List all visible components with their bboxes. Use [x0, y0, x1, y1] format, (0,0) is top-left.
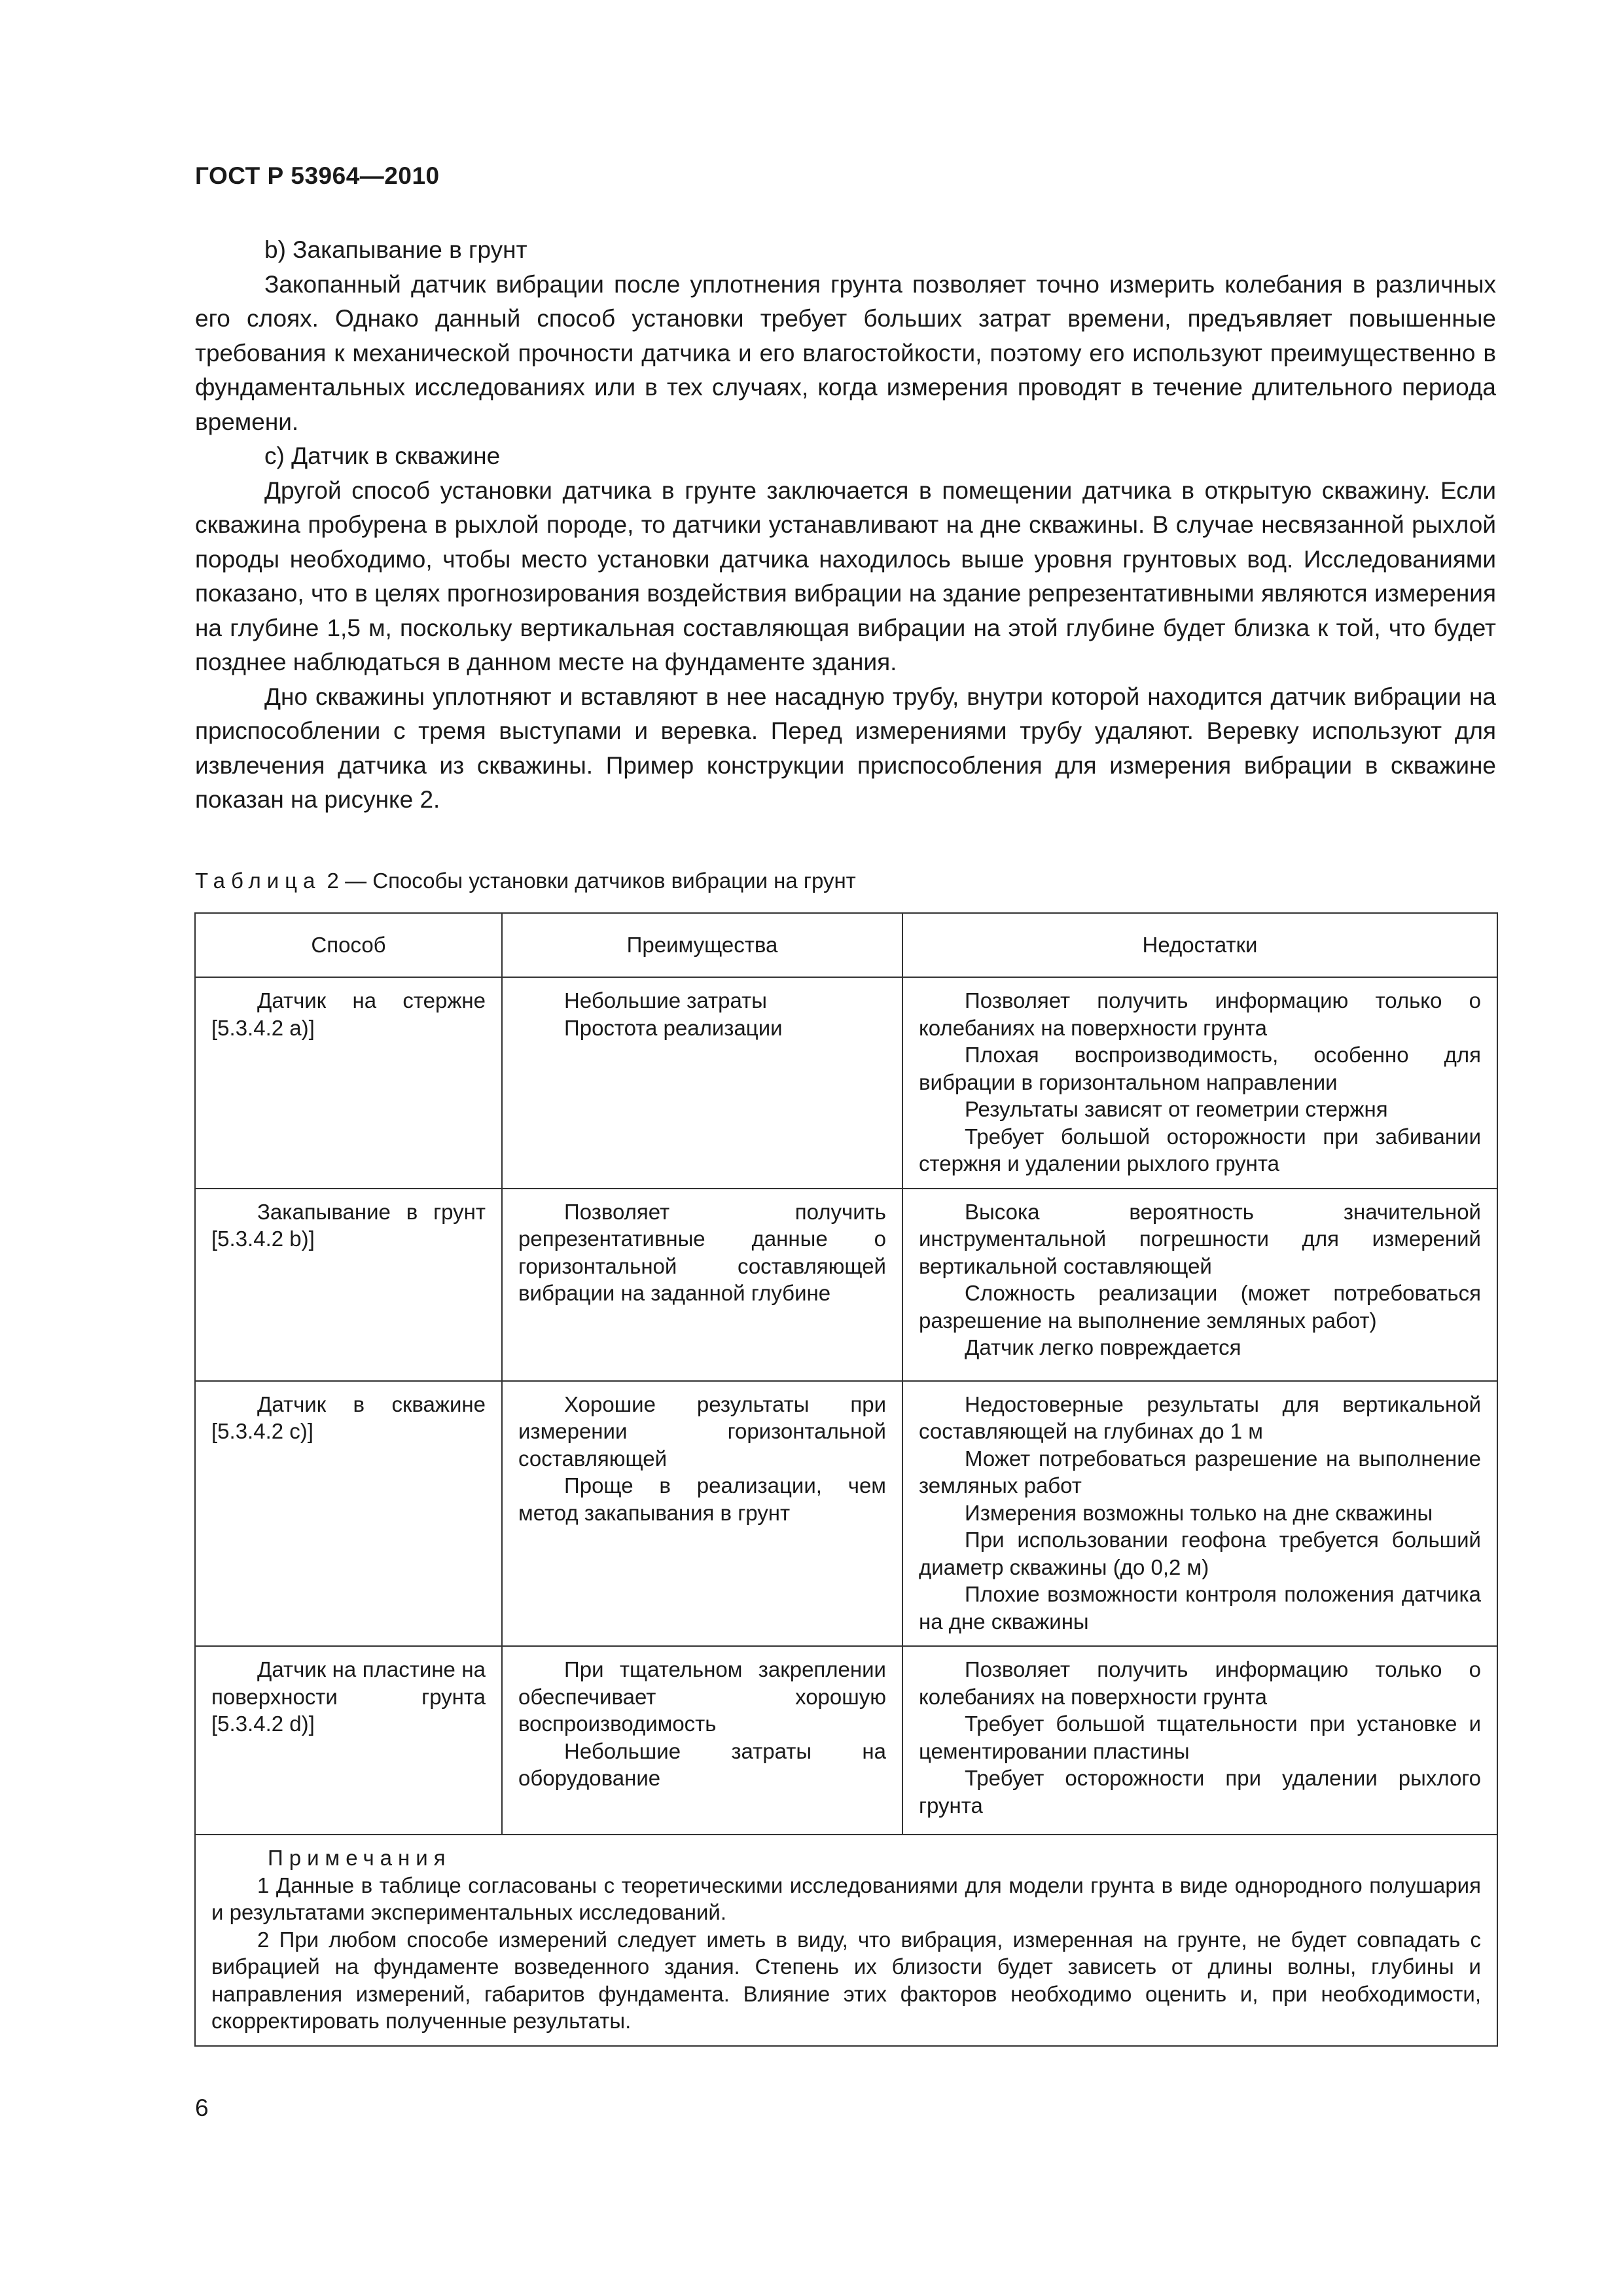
- table-row: [195, 1381, 1497, 1647]
- body-text: [195, 233, 1496, 817]
- method-text: Датчик на стержне [5.3.4.2 а)]: [211, 988, 486, 1040]
- disadvantage-item: Требует осторожности при удалении рыхлого грунта: [919, 1766, 1481, 1818]
- column-header-method: Способ: [195, 913, 502, 977]
- notes-title: Примечания: [268, 1846, 452, 1870]
- advantage-item: Позволяет получить репрезентативные данные о горизонтальной составляющей вибрации на заданной глубине: [518, 1199, 886, 1305]
- paragraph: Дно скважины уплотняют и вставляют в нее насадную трубу, внутри которой находится датчик вибрации на приспособлении с тремя выступами и веревка. Перед измерениями трубу удаляют. Веревку используют для извлечения датчика из скважины. Пример конструкции приспособления для измерения вибрации в скважине показан на рисунке 2.: [195, 683, 1496, 813]
- note-item: 2 При любом способе измерений следует иметь в виду, что вибрация, измеренная на грунте, не будет совпадать с вибрацией на фундаменте возведенного здания. Степень их близости будет зависеть от длины волны, глубины и направления измерений, габаритов фундамента. Влияние этих факторов необходимо оценить и, при необходимости, скорректировать полученные результаты.: [211, 1927, 1481, 2033]
- disadvantage-item: Недостоверные результаты для вертикальной составляющей на глубинах до 1 м: [919, 1391, 1481, 1443]
- disadvantages-cell: [902, 1646, 1497, 1835]
- table-caption: [195, 869, 856, 893]
- disadvantage-item: Результаты зависят от геометрии стержня: [965, 1097, 1388, 1121]
- method-text: Датчик на пластине на поверхности грунта [5.3.4.2 d)]: [211, 1657, 486, 1736]
- disadvantage-item: Сложность реализации (может потребоваться разрешение на выполнение земляных работ): [919, 1281, 1481, 1333]
- disadvantage-item: Высока вероятность значительной инструментальной погрешности для измерений вертикальной составляющей: [919, 1199, 1481, 1278]
- column-header-disadvantages: Недостатки: [902, 913, 1497, 977]
- disadvantages-cell: [902, 1189, 1497, 1381]
- disadvantage-item: Плохая воспроизводимость, особенно для вибрации в горизонтальном направлении: [919, 1043, 1481, 1094]
- table-notes: [195, 1835, 1497, 2046]
- advantages-cell: [502, 1381, 902, 1647]
- disadvantages-cell: [902, 977, 1497, 1189]
- table-notes-row: [195, 1835, 1497, 2046]
- advantages-cell: [502, 1189, 902, 1381]
- method-cell: [195, 1646, 502, 1835]
- subsection-heading-c: с) Датчик в скважине: [264, 442, 501, 469]
- advantage-item: Небольшие затраты: [564, 988, 767, 1013]
- advantage-item: Небольшие затраты на оборудование: [518, 1738, 886, 1790]
- disadvantage-item: Датчик легко повреждается: [965, 1335, 1241, 1359]
- installation-methods-table: [194, 912, 1498, 2047]
- paragraph: Другой способ установки датчика в грунте заключается в помещении датчика в открытую скважину. Если скважина пробурена в рыхлой породе, то датчики устанавливают на дне скважины. В случае несвязанной рыхлой породы необходимо, чтобы место установки датчика находилось выше уровня грунтовых вод. Исследованиями показано, что в целях прогнозирования воздействия вибрации на здание репрезентативными являются измерения на глубине 1,5 м, поскольку вертикальная составляющая вибрации на этой глубине будет близка к той, что будет позднее наблюдаться в данном месте на фундаменте здания.: [195, 476, 1496, 675]
- disadvantage-item: Может потребоваться разрешение на выполнение земляных работ: [919, 1446, 1481, 1498]
- paragraph: Закопанный датчик вибрации после уплотнения грунта позволяет точно измерить колебания в различных его слоях. Однако данный способ установки требует больших затрат времени, предъявляет повышенные требования к механической прочности датчика и его влагостойкости, поэтому его используют преимущественно в фундаментальных исследованиях или в тех случаях, когда измерения проводят в течение длительного периода времени.: [195, 270, 1496, 435]
- subsection-heading-b: b) Закапывание в грунт: [264, 236, 527, 263]
- table-header-row: [195, 913, 1497, 977]
- table-caption-label: Таблица: [195, 869, 321, 893]
- method-text: Закапывание в грунт [5.3.4.2 b)]: [211, 1199, 486, 1251]
- advantage-item: При тщательном закреплении обеспечивает хорошую воспроизводимость: [518, 1657, 886, 1736]
- table-row: [195, 1646, 1497, 1835]
- method-cell: [195, 1381, 502, 1647]
- page-number: 6: [195, 2094, 209, 2121]
- advantage-item: Проще в реализации, чем метод закапывания в грунт: [518, 1473, 886, 1525]
- disadvantage-item: Требует большой осторожности при забивании стержня и удалении рыхлого грунта: [919, 1124, 1481, 1175]
- disadvantage-item: Плохие возможности контроля положения датчика на дне скважины: [919, 1582, 1481, 1634]
- disadvantages-cell: [902, 1381, 1497, 1647]
- advantage-item: Хорошие результаты при измерении горизонтальной составляющей: [518, 1391, 886, 1471]
- column-header-advantages: Преимущества: [502, 913, 902, 977]
- advantage-item: Простота реализации: [564, 1015, 783, 1040]
- advantages-cell: [502, 1646, 902, 1835]
- advantages-cell: [502, 977, 902, 1189]
- table-row: [195, 1189, 1497, 1381]
- disadvantage-item: Позволяет получить информацию только о колебаниях на поверхности грунта: [919, 1657, 1481, 1709]
- method-cell: [195, 977, 502, 1189]
- note-item: 1 Данные в таблице согласованы с теоретическими исследованиями для модели грунта в виде однородного полушария и результатами экспериментальных исследований.: [211, 1873, 1481, 1924]
- disadvantage-item: Измерения возможны только на дне скважины: [965, 1500, 1433, 1525]
- table-row: [195, 977, 1497, 1189]
- table-caption-title: 2 — Способы установки датчиков вибрации на грунт: [321, 869, 856, 893]
- method-cell: [195, 1189, 502, 1381]
- disadvantage-item: Требует большой тщательности при установке и цементировании пластины: [919, 1712, 1481, 1763]
- disadvantage-item: Позволяет получить информацию только о колебаниях на поверхности грунта: [919, 988, 1481, 1040]
- document-code-header: ГОСТ Р 53964—2010: [195, 162, 440, 189]
- disadvantage-item: При использовании геофона требуется больший диаметр скважины (до 0,2 м): [919, 1528, 1481, 1579]
- method-text: Датчик в скважине [5.3.4.2 с)]: [211, 1391, 486, 1443]
